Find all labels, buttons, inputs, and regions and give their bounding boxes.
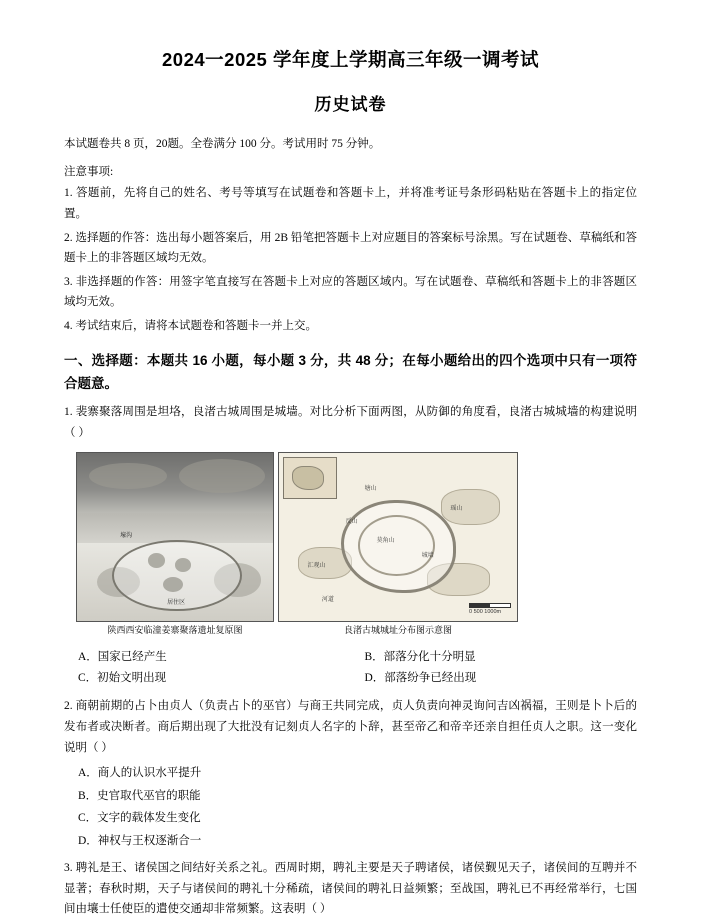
notice-item: 1. 答题前，先将自己的姓名、考号等填写在试题卷和答题卡上，并将准考证号条形码粘贴在答题卡上的指定位置。 bbox=[64, 187, 637, 220]
question-1-figures bbox=[64, 452, 637, 642]
page-subtitle: 历史试卷 bbox=[314, 95, 387, 114]
notice-title: 注意事项: bbox=[64, 166, 114, 179]
figure-right-label: 莫角山 bbox=[376, 537, 395, 544]
option-b[interactable]: B．史官取代巫官的职能 bbox=[78, 789, 201, 802]
figure-right-label: 城墙 bbox=[421, 552, 434, 559]
option-a[interactable]: A．国家已经产生 bbox=[78, 650, 167, 663]
option-d[interactable]: D．部落纷争已经出现 bbox=[364, 672, 477, 685]
姜寨聚落遗址复原图 bbox=[76, 452, 274, 622]
figure-right bbox=[278, 452, 518, 642]
page-title: 2024一2025 学年度上学期高三年级一调考试 bbox=[162, 49, 539, 70]
figure-right-label: 河道 bbox=[321, 596, 334, 603]
question-3-number: 3. bbox=[64, 861, 73, 874]
question-3 bbox=[64, 858, 637, 920]
figure-right-label: 反山 bbox=[345, 519, 358, 526]
exam-paper-page bbox=[0, 46, 701, 923]
figure-right-scale bbox=[469, 603, 511, 615]
question-2 bbox=[64, 696, 637, 758]
option-a[interactable]: A．商人的认识水平提升 bbox=[78, 767, 202, 780]
question-2-text: 商朝前期的占卜由贞人（负责占卜的巫官）与商王共同完成，贞人负责向神灵询问吉凶祸福，王则是卜卜后的发布者或决断者。商后期出现了大批没有记刻贞人名字的卜辞，甚至帝乙和帝辛还亲自担任贞人之职。这一变化说明（ ） bbox=[64, 700, 637, 754]
figure-left-label: 壕沟 bbox=[120, 532, 133, 539]
question-1 bbox=[64, 402, 637, 443]
figure-right-scale-text: 0 500 1000m bbox=[469, 608, 502, 615]
question-2-options bbox=[64, 762, 637, 852]
section-heading-multiple-choice: 一、选择题：本题共 16 小题，每小题 3 分，共 48 分；在每小题给出的四个选项中只有一项符合题意。 bbox=[64, 353, 637, 392]
figure-left bbox=[76, 452, 274, 642]
notice-item: 4. 考试结束后，请将本试题卷和答题卡一并上交。 bbox=[64, 320, 317, 333]
option-c[interactable]: C．文字的载体发生变化 bbox=[78, 812, 201, 825]
figure-right-caption: 良渚古城城址分布图示意图 bbox=[343, 624, 452, 635]
question-1-text: 裴寨聚落周围是坦垎，良渚古城周围是城墙。对比分析下面两图，从防御的角度看，良渚古城城墙的构建说明（ ） bbox=[64, 406, 637, 439]
question-3-text: 聘礼是王、诸侯国之间结好关系之礼。西周时期，聘礼主要是天子聘诸侯，诸侯觐见天子，诸侯间的互聘并不显著；春秋时期，天子与诸侯间的聘礼十分稀疏，诸侯间的聘礼日益频繁；至战国，聘礼已不再经常举行，七国间由壤士任使臣的遣使交通却非常频繁。这表明（ ） bbox=[64, 861, 637, 916]
question-1-number: 1. bbox=[64, 406, 73, 419]
option-d[interactable]: D．神权与王权逐渐合一 bbox=[78, 834, 202, 847]
figure-right-label: 汇观山 bbox=[307, 563, 326, 570]
figure-left-label: 居住区 bbox=[167, 599, 186, 606]
figure-right-label: 瑶山 bbox=[450, 505, 463, 512]
question-2-number: 2. bbox=[64, 700, 73, 713]
figure-right-label: 塘山 bbox=[364, 485, 377, 492]
良渚古城城址分布示意图 bbox=[278, 452, 518, 622]
question-1-options bbox=[64, 647, 637, 691]
notice-item: 3. 非选择题的作答：用签字笔直接写在答题卡上对应的答题区域内。写在试题卷、草稿纸和答题卡上的非答题区域均无效。 bbox=[64, 275, 637, 309]
exam-meta: 本试题卷共 8 页，20题。全卷满分 100 分。考试用时 75 分钟。 bbox=[64, 138, 381, 150]
option-c[interactable]: C．初始文明出现 bbox=[78, 672, 167, 685]
notice-item: 2. 选择题的作答：选出每小题答案后，用 2B 铅笔把答题卡上对应题目的答案标号涂黑。写在试题卷、草稿纸和答题卡上的非答题区域均无效。 bbox=[64, 231, 637, 264]
figure-left-caption: 陕西西安临潼姜寨聚落遗址复原图 bbox=[107, 624, 243, 635]
option-b[interactable]: B．部落分化十分明显 bbox=[364, 650, 476, 663]
